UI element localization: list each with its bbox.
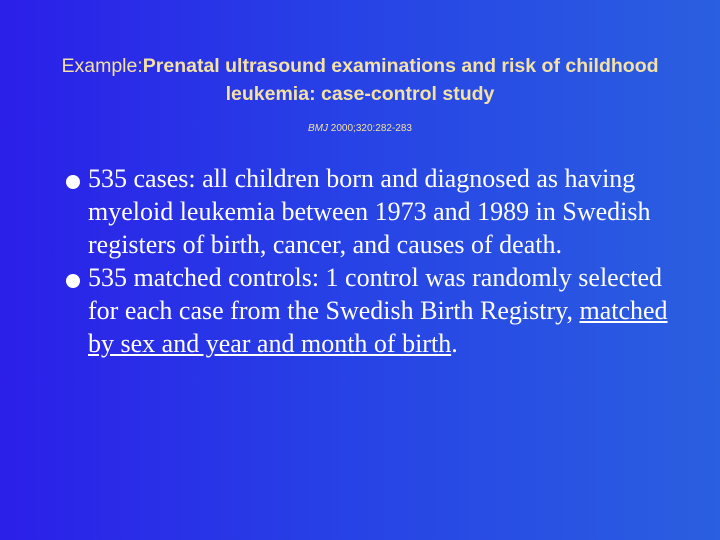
bullet-dot-icon <box>66 175 80 189</box>
bullet-item-controls <box>66 261 676 360</box>
bullet-dot-icon <box>66 274 80 288</box>
bullet-text-controls-end: . <box>451 329 458 358</box>
bullet-item-cases <box>66 162 676 261</box>
bullet-text-controls-underlined: matched by sex and year and month of birth <box>88 296 668 358</box>
title-main: Prenatal ultrasound examinations and risk of childhood leukemia: case-control study <box>142 55 659 105</box>
citation <box>0 122 720 136</box>
citation-details: 2000;320:282-283 <box>328 123 412 134</box>
title-prefix: Example: <box>61 55 143 77</box>
bullet-text-controls: 535 matched controls: 1 control was randomly selected for each case from the Swedish Birth Registry, <box>88 263 663 325</box>
citation-journal: BMJ <box>308 123 329 134</box>
bullet-list <box>66 162 676 360</box>
bullet-text-cases: 535 cases: all children born and diagnosed as having myeloid leukemia between 1973 and 1989 in Swedish registers of birth, cancer, and causes of death. <box>88 164 651 259</box>
slide-title <box>40 52 680 108</box>
